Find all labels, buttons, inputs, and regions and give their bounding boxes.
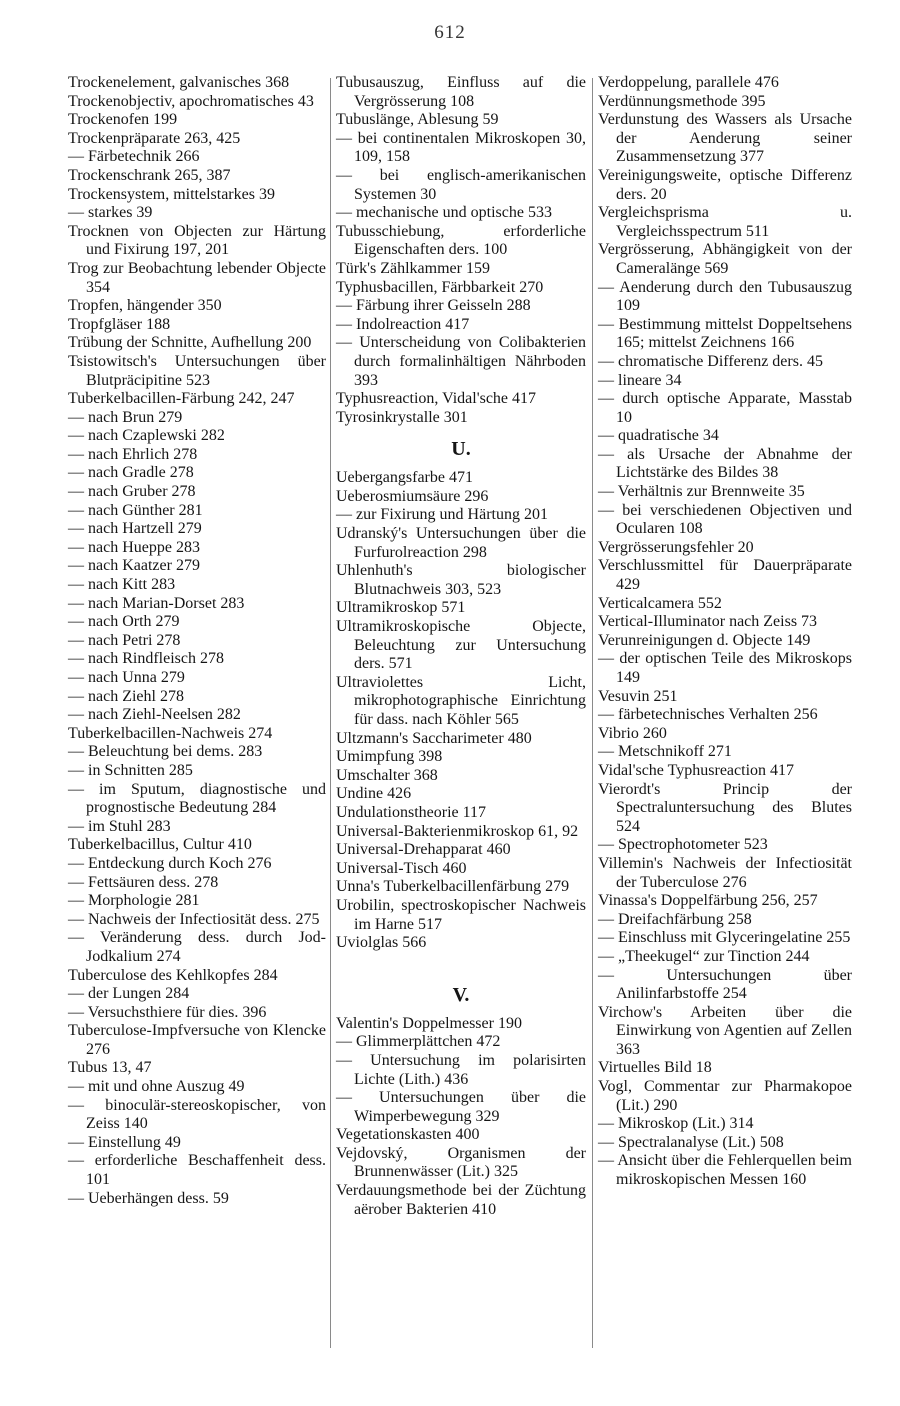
index-entry: Urobilin, spectroskopischer Nachweis im Harne 517	[336, 896, 586, 933]
index-entry: Vinassa's Doppelfärbung 256, 257	[598, 892, 818, 910]
index-entry: Vogl, Commentar zur Pharmakopoe (Lit.) 290	[598, 1078, 852, 1114]
index-entry: Trockensystem, mittelstarkes 39	[68, 185, 275, 203]
index-entry: Tuberkelbacillen-Färbung 242, 247	[68, 390, 295, 408]
index-entry: Verdünnungsmethode 395	[598, 92, 766, 110]
index-entry: — durch optische Apparate, Masstab 10	[598, 390, 852, 426]
index-entry: — Morphologie 281	[68, 892, 200, 910]
column-divider	[592, 78, 593, 1348]
index-entry: Vergrösserung, Abhängigkeit von der Cameralänge 569	[598, 241, 852, 277]
section-spacer	[336, 953, 586, 973]
column-divider	[330, 78, 331, 1348]
index-entry: — quadratische 34	[598, 427, 719, 445]
index-entry: — bei verschiedenen Objectiven und Ocularen 108	[598, 501, 852, 538]
index-entry: — Spectrophotometer 523	[598, 836, 768, 854]
index-entry: Tsistowitsch's Untersuchungen über Blutpräcipitine 523	[68, 352, 326, 389]
index-entry: — nach Rindfleisch 278	[68, 650, 224, 668]
index-entry: — Aenderung durch den Tubusauszug 109	[598, 278, 852, 315]
index-entry: Trockenpräparate 263, 425	[68, 129, 241, 147]
index-entry: Tyrosinkrystalle 301	[336, 408, 468, 426]
index-entry: Tuberculose des Kehlkopfes 284	[68, 966, 278, 984]
index-entry: — Spectralanalyse (Lit.) 508	[598, 1133, 784, 1151]
index-column-left	[68, 74, 326, 1208]
index-entry: — Einstellung 49	[68, 1133, 181, 1151]
index-entry: — erforderliche Beschaffenheit dess. 101	[68, 1152, 326, 1189]
index-entry: Vejdovský, Organismen der Brunnenwässer (Lit.) 325	[336, 1144, 586, 1181]
index-entry: — Glimmerplättchen 472	[336, 1033, 501, 1051]
index-entry: Tuberculose-Impfversuche von Klencke 276	[68, 1022, 326, 1058]
index-entry: — Unterscheidung von Colibakterien durch formalinhältigen Nährboden 393	[336, 334, 586, 389]
index-entry: Tropfen, hängender 350	[68, 297, 222, 315]
index-entry: Tuberkelbacillen-Nachweis 274	[68, 724, 273, 742]
index-entry: Virchow's Arbeiten über die Einwirkung von Agentien auf Zellen 363	[598, 1003, 852, 1058]
index-entry: — Einschluss mit Glyceringelatine 255	[598, 929, 851, 947]
index-entry: Ultzmann's Saccharimeter 480	[336, 729, 532, 747]
index-entry: Typhusbacillen, Färbbarkeit 270	[336, 278, 544, 296]
index-entry: — Fettsäuren dess. 278	[68, 873, 219, 891]
index-entry: — Dreifachfärbung 258	[598, 910, 752, 928]
index-entry: — Färbung ihrer Geisseln 288	[336, 297, 531, 315]
index-entry: — starkes 39	[68, 204, 153, 222]
index-entry: Typhusreaction, Vidal'sche 417	[336, 390, 537, 408]
index-entry: Villemin's Nachweis der Infectiosität der Tuberculose 276	[598, 854, 852, 891]
index-entry: — Untersuchungen über die Wimperbewegung 329	[336, 1089, 586, 1125]
index-entry: Vergrösserungsfehler 20	[598, 538, 754, 556]
index-entry: — Entdeckung durch Koch 276	[68, 854, 272, 872]
index-entry: — nach Marian-Dorset 283	[68, 594, 245, 612]
index-entry: Uviolglas 566	[336, 934, 427, 952]
index-entry: — Ansicht über die Fehlerquellen beim mikroskopischen Messen 160	[598, 1152, 852, 1189]
index-entry: Türk's Zählkammer 159	[336, 259, 490, 277]
index-entry: Vidal'sche Typhusreaction 417	[598, 761, 795, 779]
index-entry: — Untersuchungen über Anilinfarbstoffe 254	[598, 966, 852, 1003]
index-entry: Universal-Tisch 460	[336, 859, 467, 877]
index-column-right	[598, 74, 852, 1190]
index-entry: — als Ursache der Abnahme der Lichtstärke des Bildes 38	[598, 445, 852, 482]
index-entry: Umimpfung 398	[336, 748, 443, 766]
index-entry: Verdunstung des Wassers als Ursache der Aenderung seiner Zusammensetzung 377	[598, 111, 852, 166]
index-entry: Universal-Drehapparat 460	[336, 841, 511, 859]
index-entry: Vereinigungsweite, optische Differenz ders. 20	[598, 166, 852, 203]
index-entry: Verdoppelung, parallele 476	[598, 74, 779, 91]
index-entry: — nach Czaplewski 282	[68, 427, 225, 445]
index-entry: Ultraviolettes Licht, mikrophotographische Einrichtung für dass. nach Köhler 565	[336, 673, 586, 728]
index-column-middle	[336, 74, 586, 1219]
index-entry: Trocknen von Objecten zur Härtung und Fixirung 197, 201	[68, 222, 326, 259]
index-entry: Vierordt's Princip der Spectraluntersuchung des Blutes 524	[598, 780, 852, 835]
index-entry: — mit und ohne Auszug 49	[68, 1078, 245, 1096]
index-entry: Universal-Bakterienmikroskop 61, 92	[336, 822, 579, 840]
index-entry: Verunreinigungen d. Objecte 149	[598, 631, 811, 649]
index-entry: — Verhältnis zur Brennweite 35	[598, 483, 805, 501]
index-entry: Trog zur Beobachtung lebender Objecte 354	[68, 259, 326, 296]
index-entry: — bei continentalen Mikroskopen 30, 109, 158	[336, 129, 586, 166]
index-entry: Unna's Tuberkelbacillenfärbung 279	[336, 878, 570, 896]
index-entry: — nach Brun 279	[68, 408, 183, 426]
index-entry: — nach Kaatzer 279	[68, 557, 200, 575]
index-entry: — „Theekugel“ zur Tinction 244	[598, 947, 810, 965]
section-letter-heading: V.	[452, 983, 470, 1006]
index-entry: — nach Hueppe 283	[68, 538, 200, 556]
index-entry: Virtuelles Bild 18	[598, 1059, 712, 1077]
index-entry: — Mikroskop (Lit.) 314	[598, 1115, 754, 1133]
index-entry: Trockenelement, galvanisches 368	[68, 74, 290, 91]
index-entry: — nach Gruber 278	[68, 483, 196, 501]
index-entry: Udranský's Untersuchungen über die Furfurolreaction 298	[336, 525, 586, 561]
index-entry: — nach Orth 279	[68, 613, 180, 631]
index-entry: Uebergangsfarbe 471	[336, 469, 473, 487]
index-entry: Ultramikroskopische Objecte, Beleuchtung zur Untersuchung ders. 571	[336, 618, 586, 673]
index-entry: Tuberkelbacillus, Cultur 410	[68, 836, 252, 854]
index-entry: — im Stuhl 283	[68, 817, 171, 835]
index-entry: — der Lungen 284	[68, 985, 190, 1003]
index-entry: Vertical-Illuminator nach Zeiss 73	[598, 613, 818, 631]
index-entry: — zur Fixirung und Härtung 201	[336, 506, 548, 524]
index-entry: Tubusauszug, Einfluss auf die Vergrösserung 108	[336, 74, 586, 110]
index-entry: Trockenschrank 265, 387	[68, 166, 231, 184]
index-entry: — Versuchsthiere für dies. 396	[68, 1003, 267, 1021]
index-entry: Tropfgläser 188	[68, 315, 171, 333]
index-entry: — nach Kitt 283	[68, 576, 176, 594]
index-entry: — nach Ziehl-Neelsen 282	[68, 706, 241, 724]
index-entry: Verschlussmittel für Dauerpräparate 429	[598, 557, 852, 594]
index-entry: — Nachweis der Infectiosität dess. 275	[68, 910, 320, 928]
index-entry: — nach Hartzell 279	[68, 520, 202, 538]
index-entry: — nach Unna 279	[68, 669, 185, 686]
index-entry: — mechanische und optische 533	[336, 204, 552, 222]
index-entry: Tubuslänge, Ablesung 59	[336, 111, 499, 129]
section-letter-heading: U.	[451, 438, 471, 461]
index-entry: — nach Günther 281	[68, 501, 203, 519]
index-entry: — der optischen Teile des Mikroskops 149	[598, 650, 852, 686]
index-entry: Verdauungsmethode bei der Züchtung aërober Bakterien 410	[336, 1182, 586, 1218]
index-entry: — Bestimmung mittelst Doppeltsehens 165; mittelst Zeichnens 166	[598, 315, 852, 352]
index-entry: — Färbetechnik 266	[68, 148, 200, 166]
index-entry: — Metschnikoff 271	[598, 743, 732, 761]
index-entry: — chromatische Differenz ders. 45	[598, 352, 823, 370]
index-entry: Vergleichsprisma u. Vergleichsspectrum 511	[598, 204, 852, 240]
index-entry: — nach Ziehl 278	[68, 687, 184, 705]
index-entry: Vibrio 260	[598, 724, 667, 742]
index-entry: — Veränderung dess. durch Jod-Jodkalium 274	[68, 929, 326, 965]
index-entry: — bei englisch-amerikanischen Systemen 30	[336, 166, 586, 203]
index-entry: — nach Ehrlich 278	[68, 445, 198, 463]
index-entry: — nach Gradle 278	[68, 464, 194, 482]
index-entry: Ultramikroskop 571	[336, 599, 466, 617]
index-entry: — in Schnitten 285	[68, 761, 193, 779]
index-entry: — Beleuchtung bei dems. 283	[68, 743, 263, 761]
index-entry: Vegetationskasten 400	[336, 1126, 480, 1144]
index-entry: — im Sputum, diagnostische und prognostische Bedeutung 284	[68, 780, 326, 817]
index-entry: Verticalcamera 552	[598, 594, 722, 612]
index-entry: — binoculär-stereoskopischer, von Zeiss 140	[68, 1096, 326, 1133]
index-entry: — Indolreaction 417	[336, 315, 470, 333]
index-entry: — Ueberhängen dess. 59	[68, 1189, 229, 1207]
index-entry: Undine 426	[336, 785, 412, 803]
index-entry: Tubusschiebung, erforderliche Eigenschaften ders. 100	[336, 222, 586, 259]
index-entry: — färbetechnisches Verhalten 256	[598, 706, 818, 724]
index-entry: — lineare 34	[598, 371, 682, 389]
index-entry: — nach Petri 278	[68, 631, 181, 649]
index-entry: Undulationstheorie 117	[336, 803, 487, 821]
index-entry: Vesuvin 251	[598, 687, 678, 705]
index-entry: — Untersuchung im polarisirten Lichte (Lith.) 436	[336, 1051, 586, 1088]
index-entry: Trockenobjectiv, apochromatisches 43	[68, 92, 314, 110]
index-entry: Ueberosmiumsäure 296	[336, 487, 489, 505]
index-entry: Valentin's Doppelmesser 190	[336, 1014, 522, 1032]
index-entry: Tubus 13, 47	[68, 1059, 152, 1077]
index-entry: Uhlenhuth's biologischer Blutnachweis 303, 523	[336, 562, 586, 598]
page-number: 612	[434, 22, 466, 43]
index-entry: Trübung der Schnitte, Aufhellung 200	[68, 334, 312, 352]
index-entry: Trockenofen 199	[68, 111, 178, 129]
index-entry: Umschalter 368	[336, 766, 438, 784]
